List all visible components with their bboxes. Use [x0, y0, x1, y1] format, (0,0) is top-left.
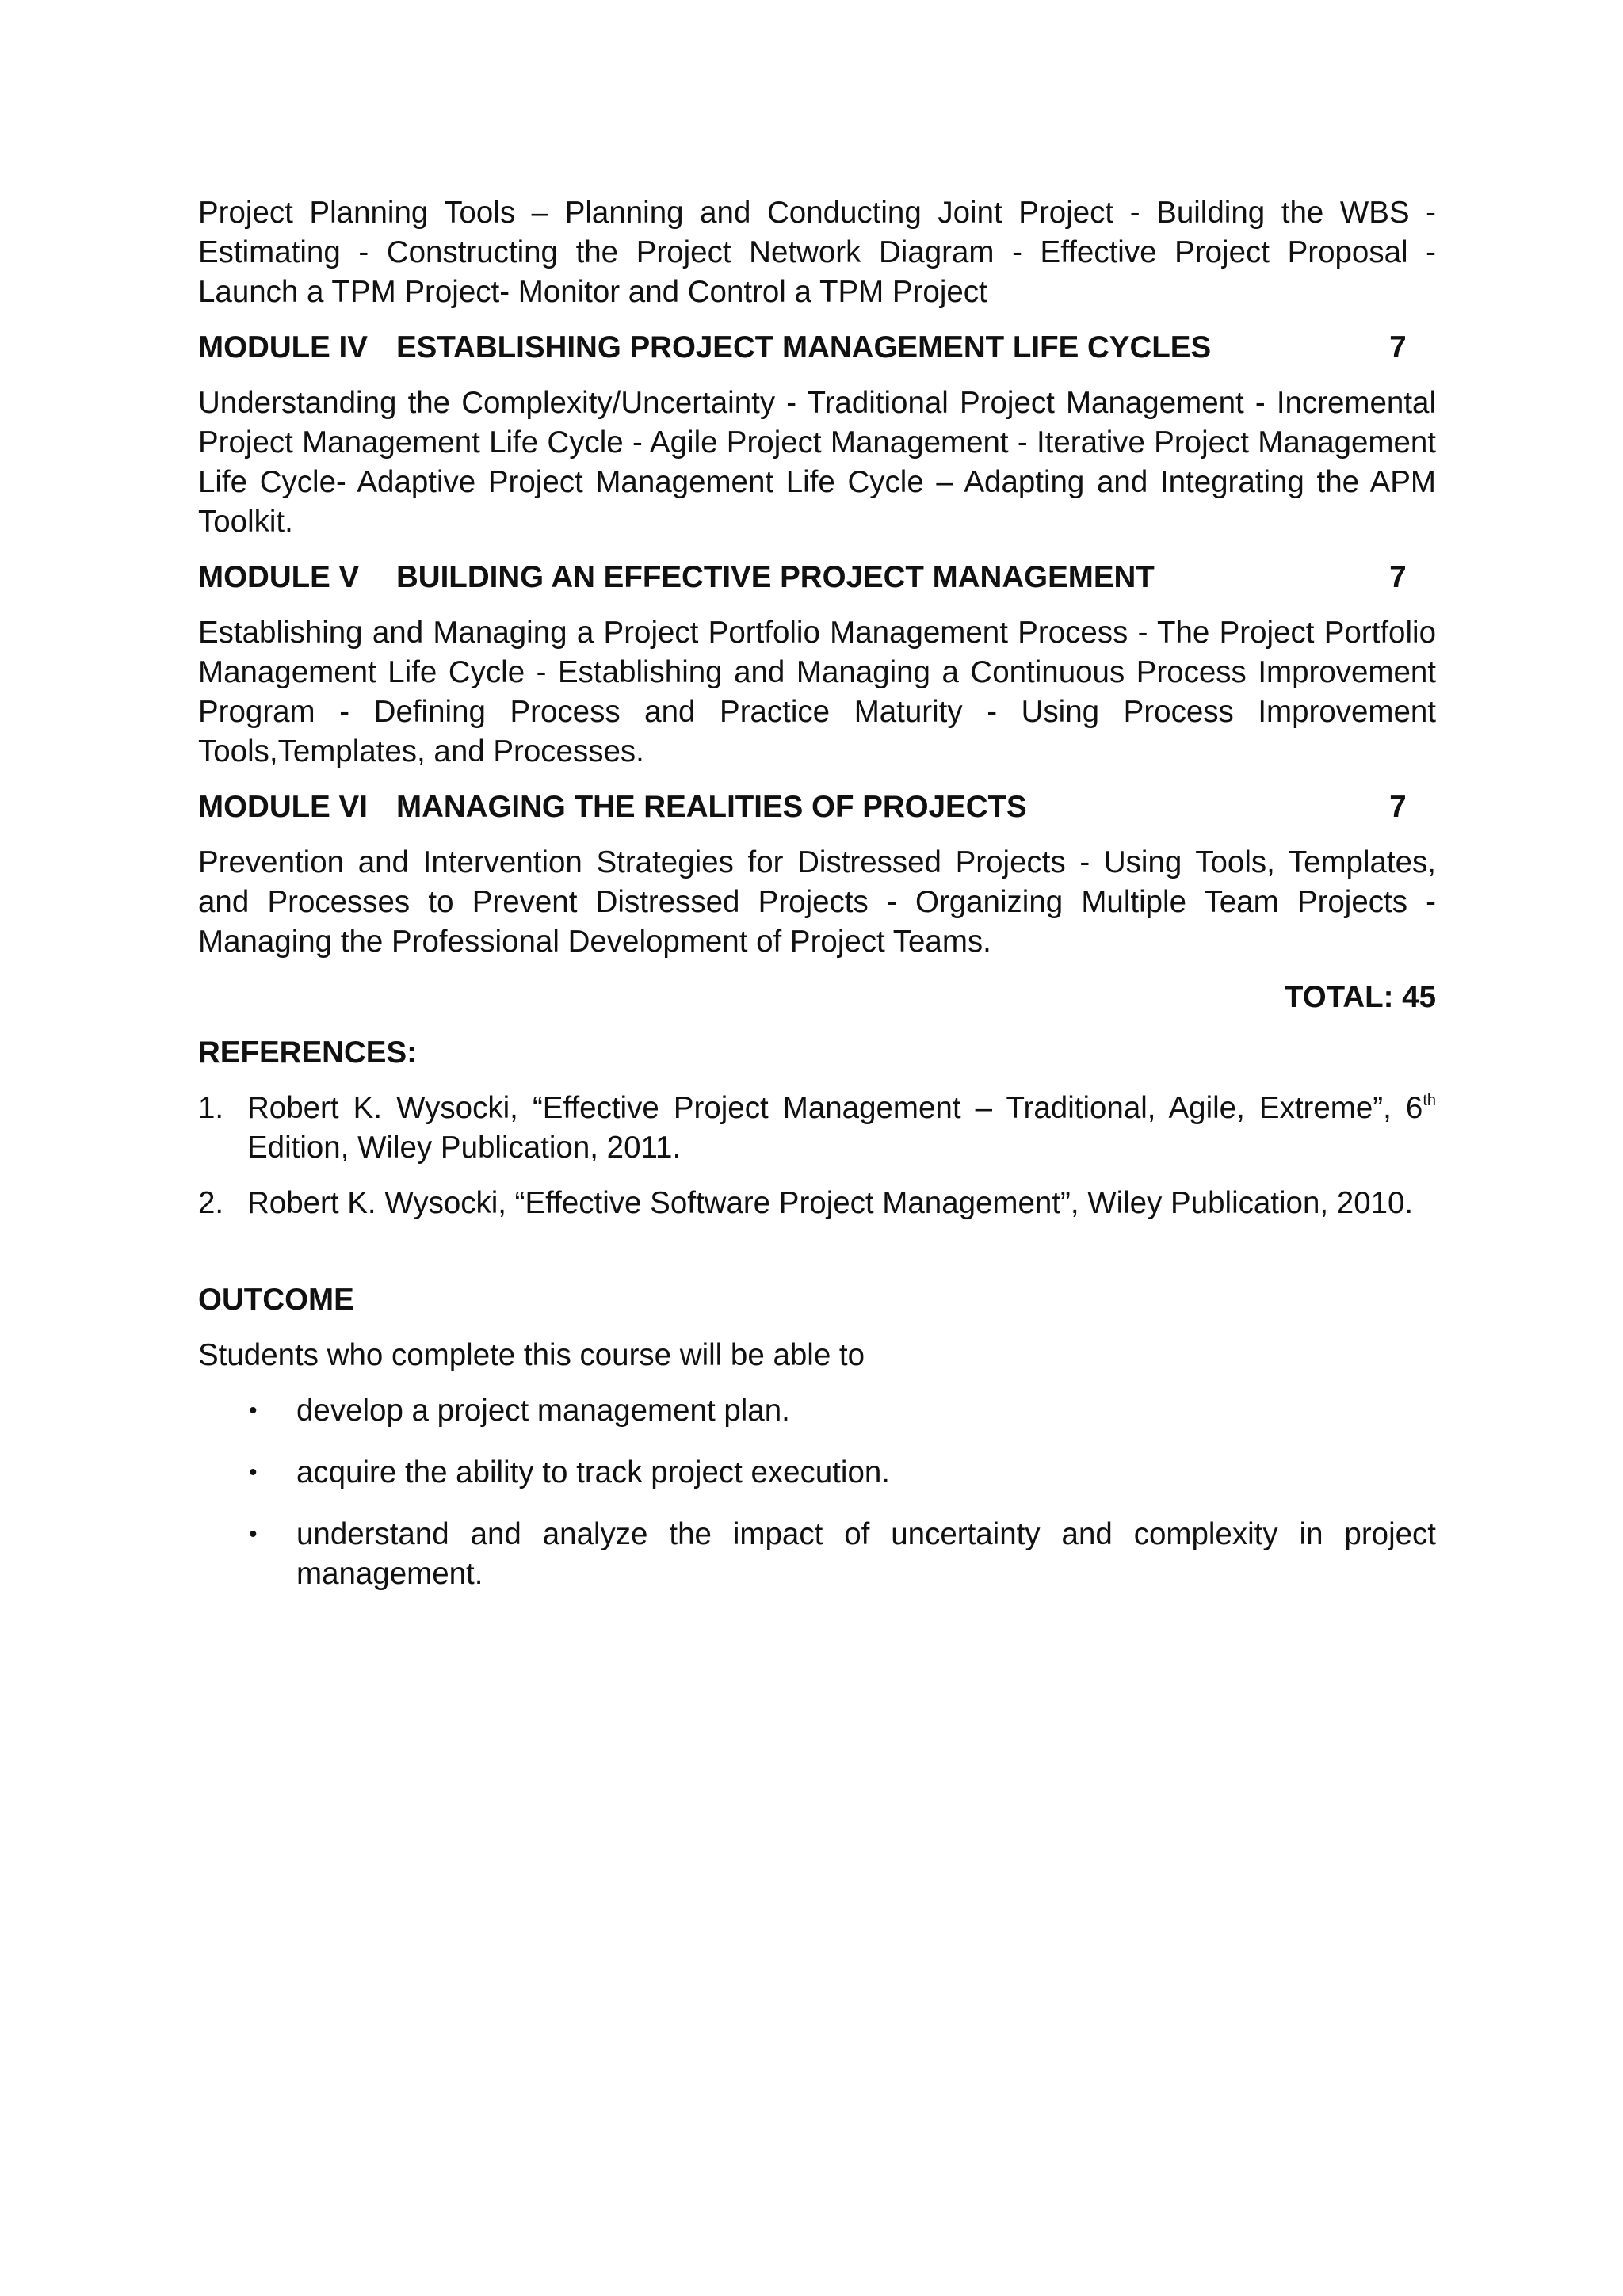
reference-number: 1.: [198, 1091, 224, 1125]
references-heading: REFERENCES:: [198, 1035, 417, 1070]
module-title: BUILDING AN EFFECTIVE PROJECT MANAGEMENT: [396, 560, 1155, 594]
reference-text-continued: Edition, Wiley Publication, 2011.: [247, 1131, 682, 1165]
module-number: MODULE V: [198, 560, 360, 594]
intro-paragraph: Project Planning Tools – Planning and Conducting Joint Project - Building the WBS - Estimating - Constructing the Project Network Diagram - Effective Project Proposal - Launch a TPM Project- Monitor and Control a TPM Project: [198, 196, 1436, 309]
module-vi-heading: [198, 788, 1436, 827]
reference-text: Robert K. Wysocki, “Effective Project Management – Traditional, Agile, Extreme”, 6: [247, 1091, 1423, 1125]
module-number: MODULE VI: [198, 790, 368, 824]
module-title: MANAGING THE REALITIES OF PROJECTS: [396, 790, 1027, 824]
outcome-item: [198, 1515, 1436, 1594]
module-hours: 7: [1389, 560, 1407, 594]
module-iv-heading: [198, 328, 1436, 368]
module-hours: 7: [1389, 790, 1407, 824]
module-iv-content: Understanding the Complexity/Uncertainty - Traditional Project Management - Incremental Project Management Life Cycle - Agile Project Management - Iterative Project Management Life Cycle- Adaptive Project Management Life Cycle – Adapting and Integrating the APM Toolkit.: [198, 386, 1436, 539]
module-vi-content: Prevention and Intervention Strategies for Distressed Projects - Using Tools, Templates, and Processes to Prevent Distressed Projects - Organizing Multiple Team Projects - Managing the Professional Development of Project Teams.: [198, 845, 1436, 959]
module-number: MODULE IV: [198, 330, 368, 364]
module-hours: 7: [1389, 330, 1407, 364]
module-v-content: Establishing and Managing a Project Portfolio Management Process - The Project Portfolio Management Life Cycle - Establishing and Managing a Continuous Process Improvement Program - Defining Process and Practice Maturity - Using Process Improvement Tools,Templates, and Processes.: [198, 616, 1436, 769]
bullet-icon: •: [249, 1521, 258, 1547]
reference-text: Robert K. Wysocki, “Effective Software Project Management”, Wiley Publication, 2010.: [247, 1186, 1414, 1220]
bullet-icon: •: [249, 1398, 258, 1424]
module-title: ESTABLISHING PROJECT MANAGEMENT LIFE CYCLES: [396, 330, 1212, 364]
outcome-list: [198, 1391, 1436, 1594]
syllabus-page: [198, 193, 1436, 1616]
bullet-icon: •: [249, 1459, 258, 1486]
total-hours: TOTAL: 45: [1284, 980, 1436, 1014]
module-v-heading: [198, 558, 1436, 597]
reference-superscript: th: [1423, 1092, 1436, 1109]
reference-item: [198, 1089, 1436, 1168]
outcome-text: acquire the ability to track project execution.: [296, 1455, 891, 1489]
outcome-text: develop a project management plan.: [296, 1394, 790, 1428]
reference-number: 2.: [198, 1186, 224, 1220]
references-list: [198, 1089, 1436, 1223]
outcome-text: understand and analyze the impact of uncertainty and complexity in project management.: [296, 1517, 1436, 1591]
outcome-item: [198, 1453, 1436, 1493]
outcome-heading: OUTCOME: [198, 1283, 354, 1317]
outcome-item: [198, 1391, 1436, 1431]
outcome-intro: Students who complete this course will be able to: [198, 1338, 865, 1372]
reference-item: [198, 1184, 1436, 1223]
